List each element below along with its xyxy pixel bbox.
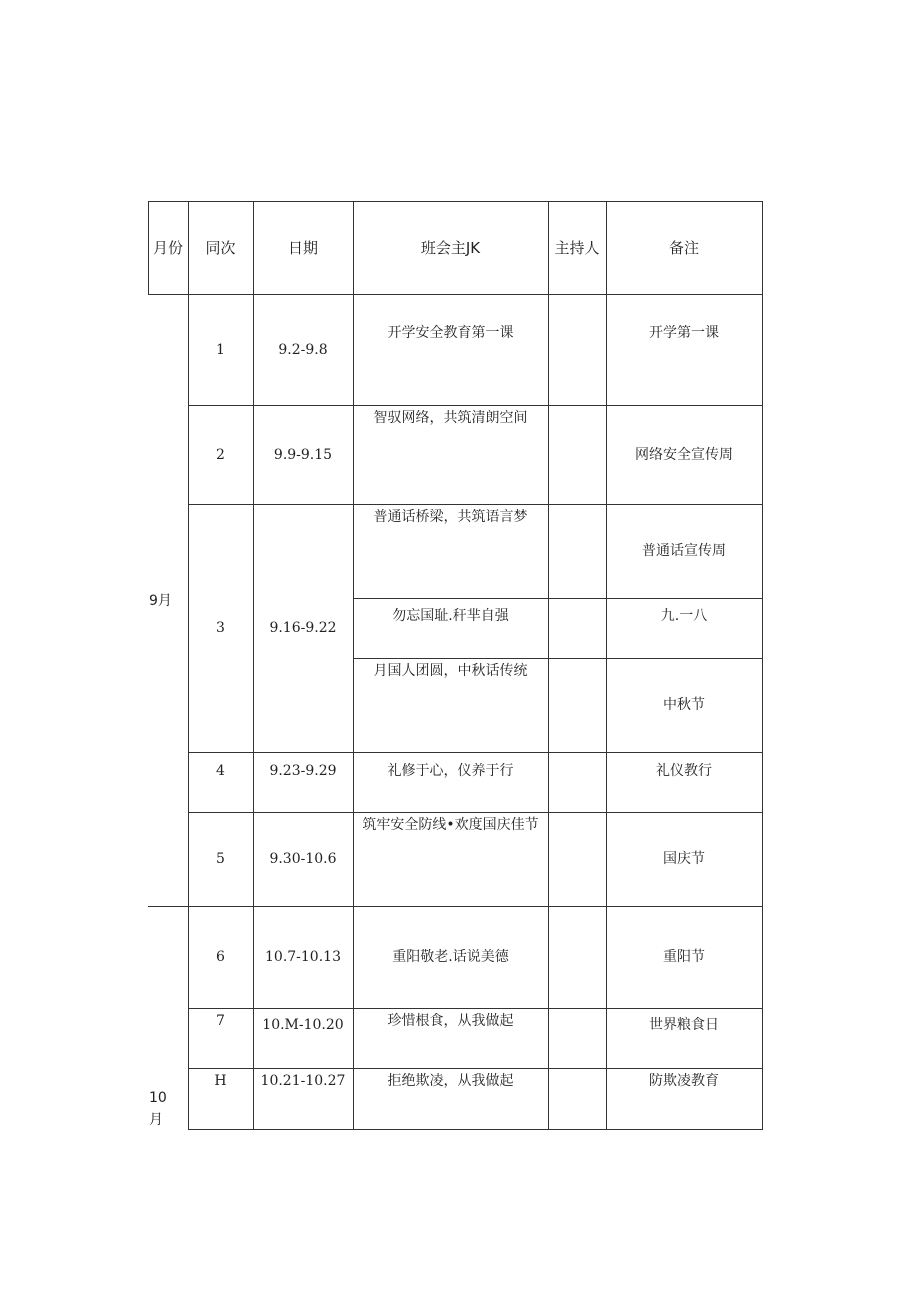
remark-cell: 防欺凌教育 — [649, 1073, 719, 1089]
header-month: 月份 — [152, 238, 183, 257]
date-cell: 9.23-9.29 — [269, 763, 337, 779]
table-border-bottom — [188, 1129, 763, 1130]
header-remark: 备注 — [668, 238, 699, 257]
week-cell: 5 — [216, 851, 225, 867]
topic-cell: 重阳敬老.话说美德 — [392, 949, 509, 965]
topic-cell: 智驭网络，共筑清朗空间 — [373, 410, 528, 426]
topic-cell: 珍惜根食，从我做起 — [387, 1013, 514, 1029]
topic-cell: 普通话桥梁，共筑语言梦 — [373, 509, 528, 525]
table-border-right — [762, 201, 763, 1130]
remark-cell: 礼仪教行 — [656, 763, 712, 779]
month-label-oct: 10 — [149, 1090, 167, 1106]
remark-cell: 普通话宣传周 — [642, 543, 726, 559]
topic-cell: 拒绝欺凌，从我做起 — [387, 1073, 514, 1089]
topic-cell: 筑牢安全防线•欢度国庆佳节 — [362, 817, 539, 833]
header-date: 日期 — [287, 238, 318, 257]
week-cell: 2 — [216, 446, 225, 463]
month-label-sep: 9月 — [149, 593, 172, 609]
date-cell: 10.7-10.13 — [265, 949, 341, 965]
week-cell: 6 — [216, 949, 225, 965]
remark-cell: 中秋节 — [663, 697, 705, 713]
header-week: 同次 — [205, 238, 236, 257]
table-border-left — [148, 906, 149, 907]
week-cell: 4 — [216, 763, 225, 779]
topic-cell: 勿忘国耻.秆芈自强 — [392, 608, 509, 624]
week-cell: 1 — [216, 341, 225, 358]
remark-cell: 网络安全宣传周 — [635, 446, 733, 463]
week-cell: 3 — [216, 620, 225, 636]
date-cell: 10.21-10.27 — [260, 1073, 346, 1089]
date-cell: 9.2-9.8 — [278, 341, 328, 358]
date-cell: 9.30-10.6 — [269, 851, 337, 867]
remark-cell: 世界粮食日 — [649, 1017, 719, 1033]
remark-cell: 开学第一课 — [649, 325, 719, 341]
remark-cell: 九.一八 — [660, 608, 708, 624]
header-host: 主持人 — [554, 238, 600, 257]
week-cell: 7 — [216, 1013, 225, 1029]
date-cell: 9.16-9.22 — [269, 620, 337, 636]
topic-cell: 开学安全教育第一课 — [387, 325, 514, 341]
row-line — [188, 752, 763, 753]
remark-cell: 国庆节 — [663, 851, 705, 867]
date-cell: 9.9-9.15 — [273, 446, 333, 463]
col-line — [548, 201, 549, 1130]
month-label-oct-suffix: 月 — [149, 1112, 163, 1128]
topic-cell: 月国人团圆，中秋话传统 — [373, 663, 528, 679]
row-line — [353, 598, 763, 599]
topic-cell: 礼修于心，仪养于行 — [387, 763, 514, 779]
remark-cell: 重阳节 — [663, 949, 705, 965]
week-cell: H — [214, 1073, 227, 1089]
date-cell: 10.M-10.20 — [262, 1017, 344, 1033]
header-topic: 班会主JK — [420, 238, 481, 257]
